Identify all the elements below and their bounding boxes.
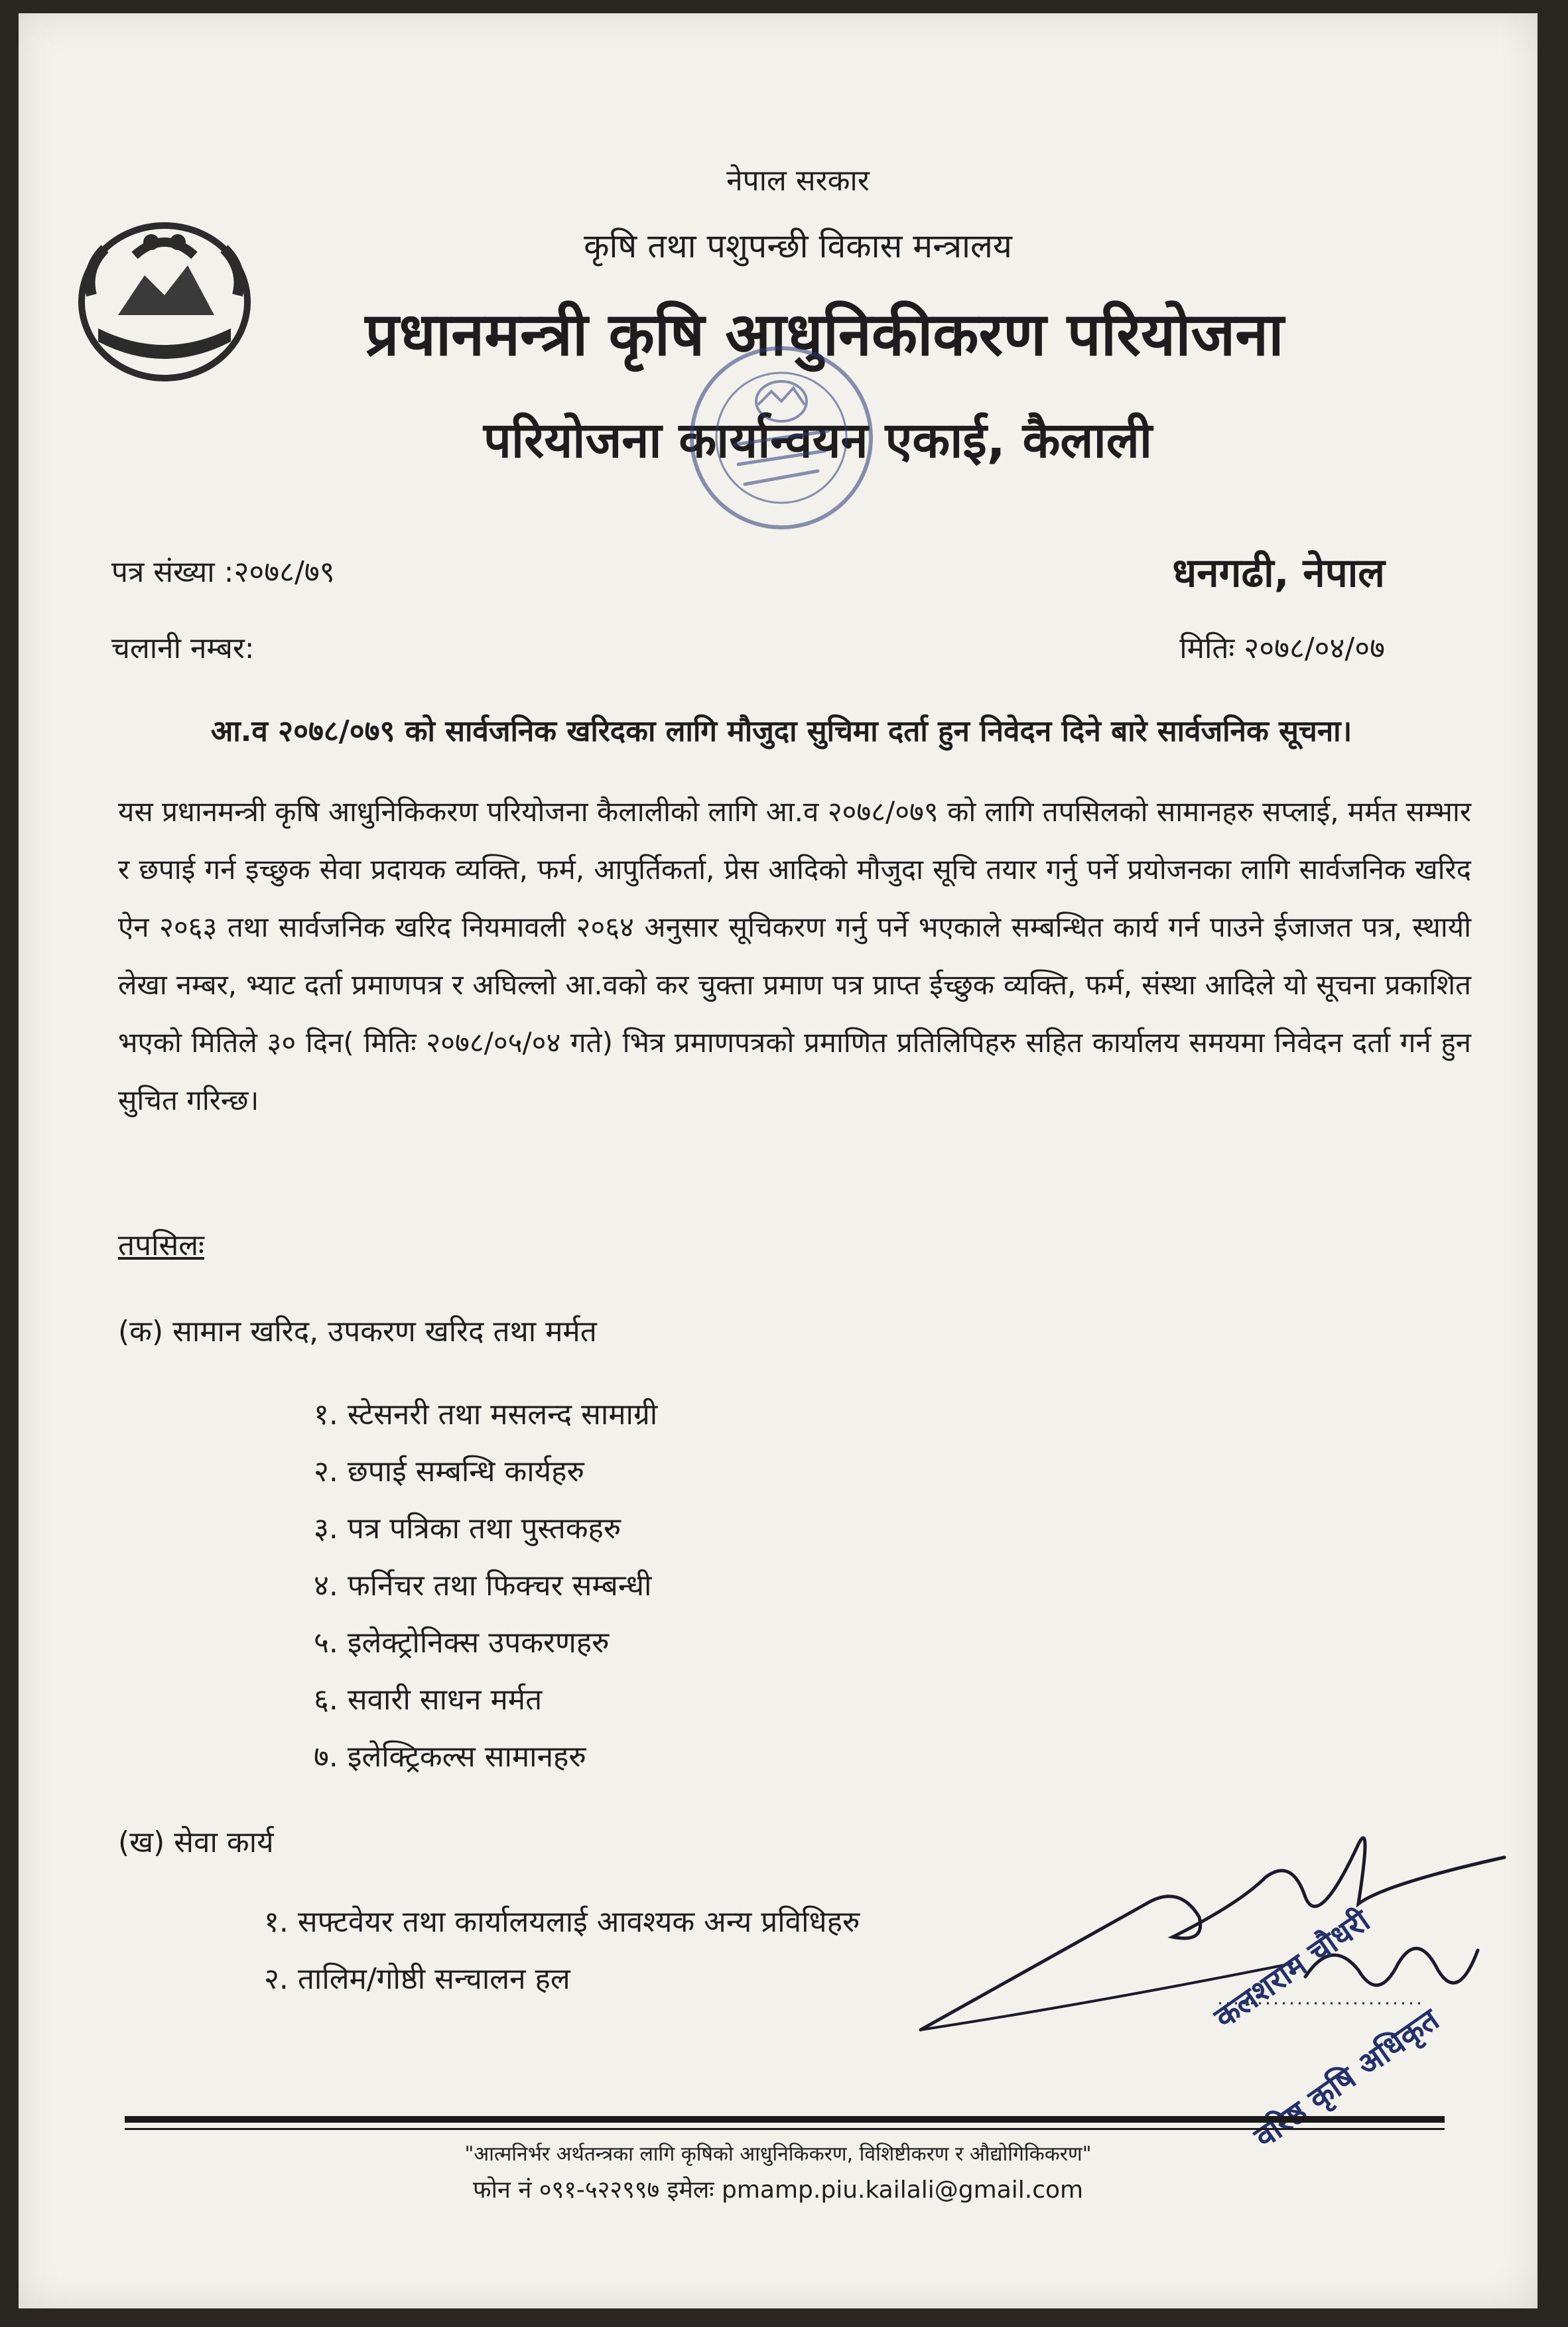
- unit-title: परियोजना कार्यान्वयन एकाई, कैलाली: [483, 412, 1153, 469]
- list-item: ५. इलेक्ट्रोनिक्स उपकरणहरु: [314, 1626, 610, 1660]
- list-item: २. छपाई सम्बन्धि कार्यहरु: [314, 1455, 584, 1489]
- office-stamp: [682, 338, 881, 537]
- list-item: ६. सवारी साधन मर्मत: [314, 1683, 543, 1717]
- list-item: १. स्टेसनरी तथा मसलन्द सामाग्री: [314, 1398, 658, 1431]
- notice-body: यस प्रधानमन्त्री कृषि आधुनिकिकरण परियोजना कैलालीको लागि आ.व २०७८/०७९ को लागि तपसिलको सामानहरु सप्लाई, मर्मत सम्भार र छपाई गर्न इच्छुक सेवा प्रदायक व्यक्ति, फर्म, आपुर्तिकर्ता, प्रेस आदिको मौजुदा सूचि तयार गर्नु पर्ने प्रयोजनका लागि सार्वजनिक खरिद ऐन २०६३ तथा सार्वजनिक खरिद नियमावली २०६४ अनुसार सूचिकरण गर्नु पर्ने भएकाले सम्बन्धित कार्य गर्न पाउने ईजाजत पत्र, स्थायी लेखा नम्बर, भ्याट दर्ता प्रमाणपत्र र अघिल्लो आ.वको कर चुक्ता प्रमाण पत्र प्राप्त ईच्छुक व्यक्ति, फर्म, संस्था आदिले यो सूचना प्रकाशित भएको मितिले ३० दिन( मितिः २०७८/०५/०४ गते) भित्र प्रमाणपत्रको प्रमाणित प्रतिलिपिहरु सहित कार्यालय समयमा निवेदन दर्ता गर्न हुन सुचित गरिन्छ।: [118, 795, 1472, 1116]
- footer-slogan: "आत्मनिर्भर अर्थतन्त्रका लागि कृषिको आधुनिकिकरण, विशिष्टीकरण र औद्योगिकिकरण": [464, 2143, 1092, 2166]
- letter-number: पत्र संख्या :२०७८/७९: [111, 555, 335, 589]
- list-item: ३. पत्र पत्रिका तथा पुस्तकहरु: [314, 1512, 621, 1546]
- list-item: १. सफ्टवेयर तथा कार्यालयलाई आवश्यक अन्य प्रविधिहरु: [264, 1905, 860, 1939]
- place: धनगढी, नेपाल: [1172, 550, 1385, 596]
- footer-rule: [125, 2116, 1445, 2123]
- section-kha-title: (ख) सेवा कार्य: [118, 1826, 274, 1859]
- ministry-name: कृषि तथा पशुपन्छी विकास मन्त्रालय: [584, 227, 1012, 265]
- notice-subject: आ.व २०७८/०७९ को सार्वजनिक खरिदका लागि मौजुदा सुचिमा दर्ता हुन निवेदन दिने बारे सार्वजनिक सूचना।: [210, 714, 1352, 748]
- list-item: ४. फर्निचर तथा फिक्चर सम्बन्धी: [314, 1569, 652, 1603]
- list-item: २. तालिम/गोष्ठी सन्चालन हल: [264, 1962, 570, 1996]
- section-ka-list: [314, 1386, 657, 1786]
- letter-page: [19, 13, 1537, 2308]
- section-ka-title: (क) सामान खरिद, उपकरण खरिद तथा मर्मत: [118, 1315, 597, 1349]
- section-kha-list: [264, 1894, 860, 2008]
- signatory-name: कलशराम चौधरी: [1207, 1902, 1376, 2036]
- government-name: नेपाल सरकार: [726, 164, 870, 198]
- details-heading: तपसिलः: [118, 1229, 204, 1262]
- footer-contact: फोन नं ०९१-५२२९९७ इमेलः pmamp.piu.kailali@gmail.com: [472, 2176, 1084, 2204]
- list-item: ७. इलेक्ट्रिकल्स सामानहरु: [314, 1740, 586, 1774]
- letter-date: मितिः २०७८/०४/०७: [1179, 632, 1385, 665]
- dispatch-number: चलानी नम्बर:: [111, 632, 255, 665]
- project-title: प्रधानमन्त्री कृषि आधुनिकीकरण परियोजना: [365, 300, 1284, 369]
- footer-rule-thin: [125, 2128, 1445, 2130]
- signatory-title: वरिष्ठ कृषि अधिकृत: [1247, 2001, 1446, 2155]
